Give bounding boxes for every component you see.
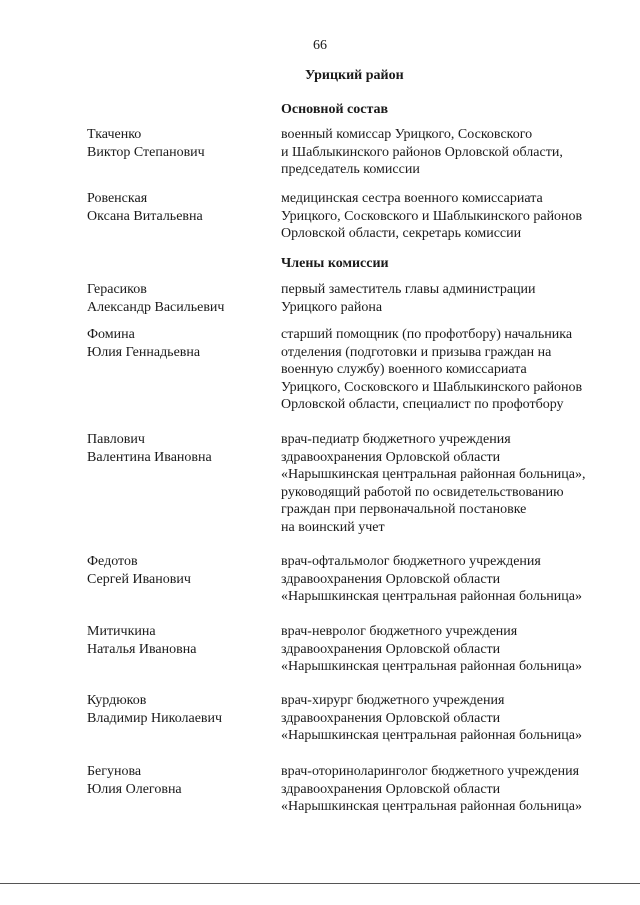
name-line: Митичкина (87, 624, 156, 639)
name-line: Курдюков (87, 693, 147, 708)
name-line: Александр Васильевич (87, 299, 225, 315)
person-name (87, 553, 272, 588)
name-line: Юлия Геннадьевна (87, 344, 201, 360)
name-line: Сергей Иванович (87, 571, 191, 587)
role-line: врач-невролог бюджетного учреждения (281, 624, 518, 639)
person-role (281, 623, 626, 676)
name-line: Федотов (87, 554, 138, 569)
person-role (281, 431, 626, 536)
role-line: Орловской области, секретарь комиссии (281, 226, 522, 241)
person-role (281, 326, 626, 414)
name-line: Виктор Степанович (87, 144, 205, 160)
person-name (87, 763, 272, 798)
role-line: председатель комиссии (281, 162, 420, 177)
role-line: «Нарышкинская центральная районная больница» (281, 799, 582, 814)
name-line: Ровенская (87, 191, 148, 206)
role-line: врач-офтальмолог бюджетного учреждения (281, 554, 541, 569)
role-line: Орловской области, специалист по профотбору (281, 397, 564, 412)
person-name (87, 281, 272, 316)
person-name (87, 431, 272, 466)
role-line: врач-педиатр бюджетного учреждения (281, 432, 511, 447)
person-role (281, 553, 626, 606)
role-line: «Нарышкинская центральная районная больница» (281, 659, 582, 674)
name-line: Фомина (87, 327, 135, 342)
role-line: «Нарышкинская центральная районная больница», (281, 467, 586, 482)
role-line: руководящий работой по освидетельствованию (281, 484, 564, 500)
role-line: на воинский учет (281, 519, 385, 535)
person-role (281, 763, 626, 816)
role-line: врач-оториноларинголог бюджетного учреждения (281, 764, 580, 779)
person-role (281, 692, 626, 745)
name-line: Юлия Олеговна (87, 781, 182, 797)
role-line: здравоохранения Орловской области (281, 571, 501, 587)
role-line: здравоохранения Орловской области (281, 449, 501, 465)
page-bottom-rule (0, 883, 640, 884)
role-line: и Шаблыкинского районов Орловской области, (281, 144, 563, 160)
person-name (87, 623, 272, 658)
person-name (87, 126, 272, 161)
name-line: Валентина Ивановна (87, 449, 212, 465)
role-line: здравоохранения Орловской области (281, 710, 501, 726)
role-line: граждан при первоначальной постановке (281, 502, 527, 517)
role-line: военную службу) военного комиссариата (281, 362, 527, 377)
name-line: Ткаченко (87, 127, 142, 142)
page-number: 66 (313, 38, 327, 53)
name-line: Владимир Николаевич (87, 710, 223, 726)
name-line: Наталья Ивановна (87, 641, 197, 657)
person-name (87, 190, 272, 225)
role-line: Урицкого, Сосковского и Шаблыкинского районов (281, 379, 583, 395)
name-line: Герасиков (87, 282, 147, 297)
name-line: Павлович (87, 432, 145, 447)
role-line: здравоохранения Орловской области (281, 641, 501, 657)
role-line: отделения (подготовки и призыва граждан на (281, 344, 552, 360)
name-line: Бегунова (87, 764, 142, 779)
role-line: старший помощник (по профотбору) начальника (281, 327, 573, 342)
section-heading-members: Члены комиссии (281, 256, 389, 271)
person-role (281, 190, 626, 243)
role-line: первый заместитель главы администрации (281, 282, 536, 297)
person-role (281, 281, 626, 316)
role-line: Урицкого, Сосковского и Шаблыкинского районов (281, 208, 583, 224)
district-title: Урицкий район (305, 68, 404, 83)
person-name (87, 326, 272, 361)
role-line: Урицкого района (281, 299, 383, 315)
role-line: врач-хирург бюджетного учреждения (281, 693, 505, 708)
role-line: военный комиссар Урицкого, Сосковского (281, 127, 533, 142)
role-line: здравоохранения Орловской области (281, 781, 501, 797)
person-name (87, 692, 272, 727)
section-heading-main: Основной состав (281, 102, 389, 117)
role-line: «Нарышкинская центральная районная больница» (281, 728, 582, 743)
role-line: медицинская сестра военного комиссариата (281, 191, 543, 206)
name-line: Оксана Витальевна (87, 208, 203, 224)
role-line: «Нарышкинская центральная районная больница» (281, 589, 582, 604)
person-role (281, 126, 626, 179)
